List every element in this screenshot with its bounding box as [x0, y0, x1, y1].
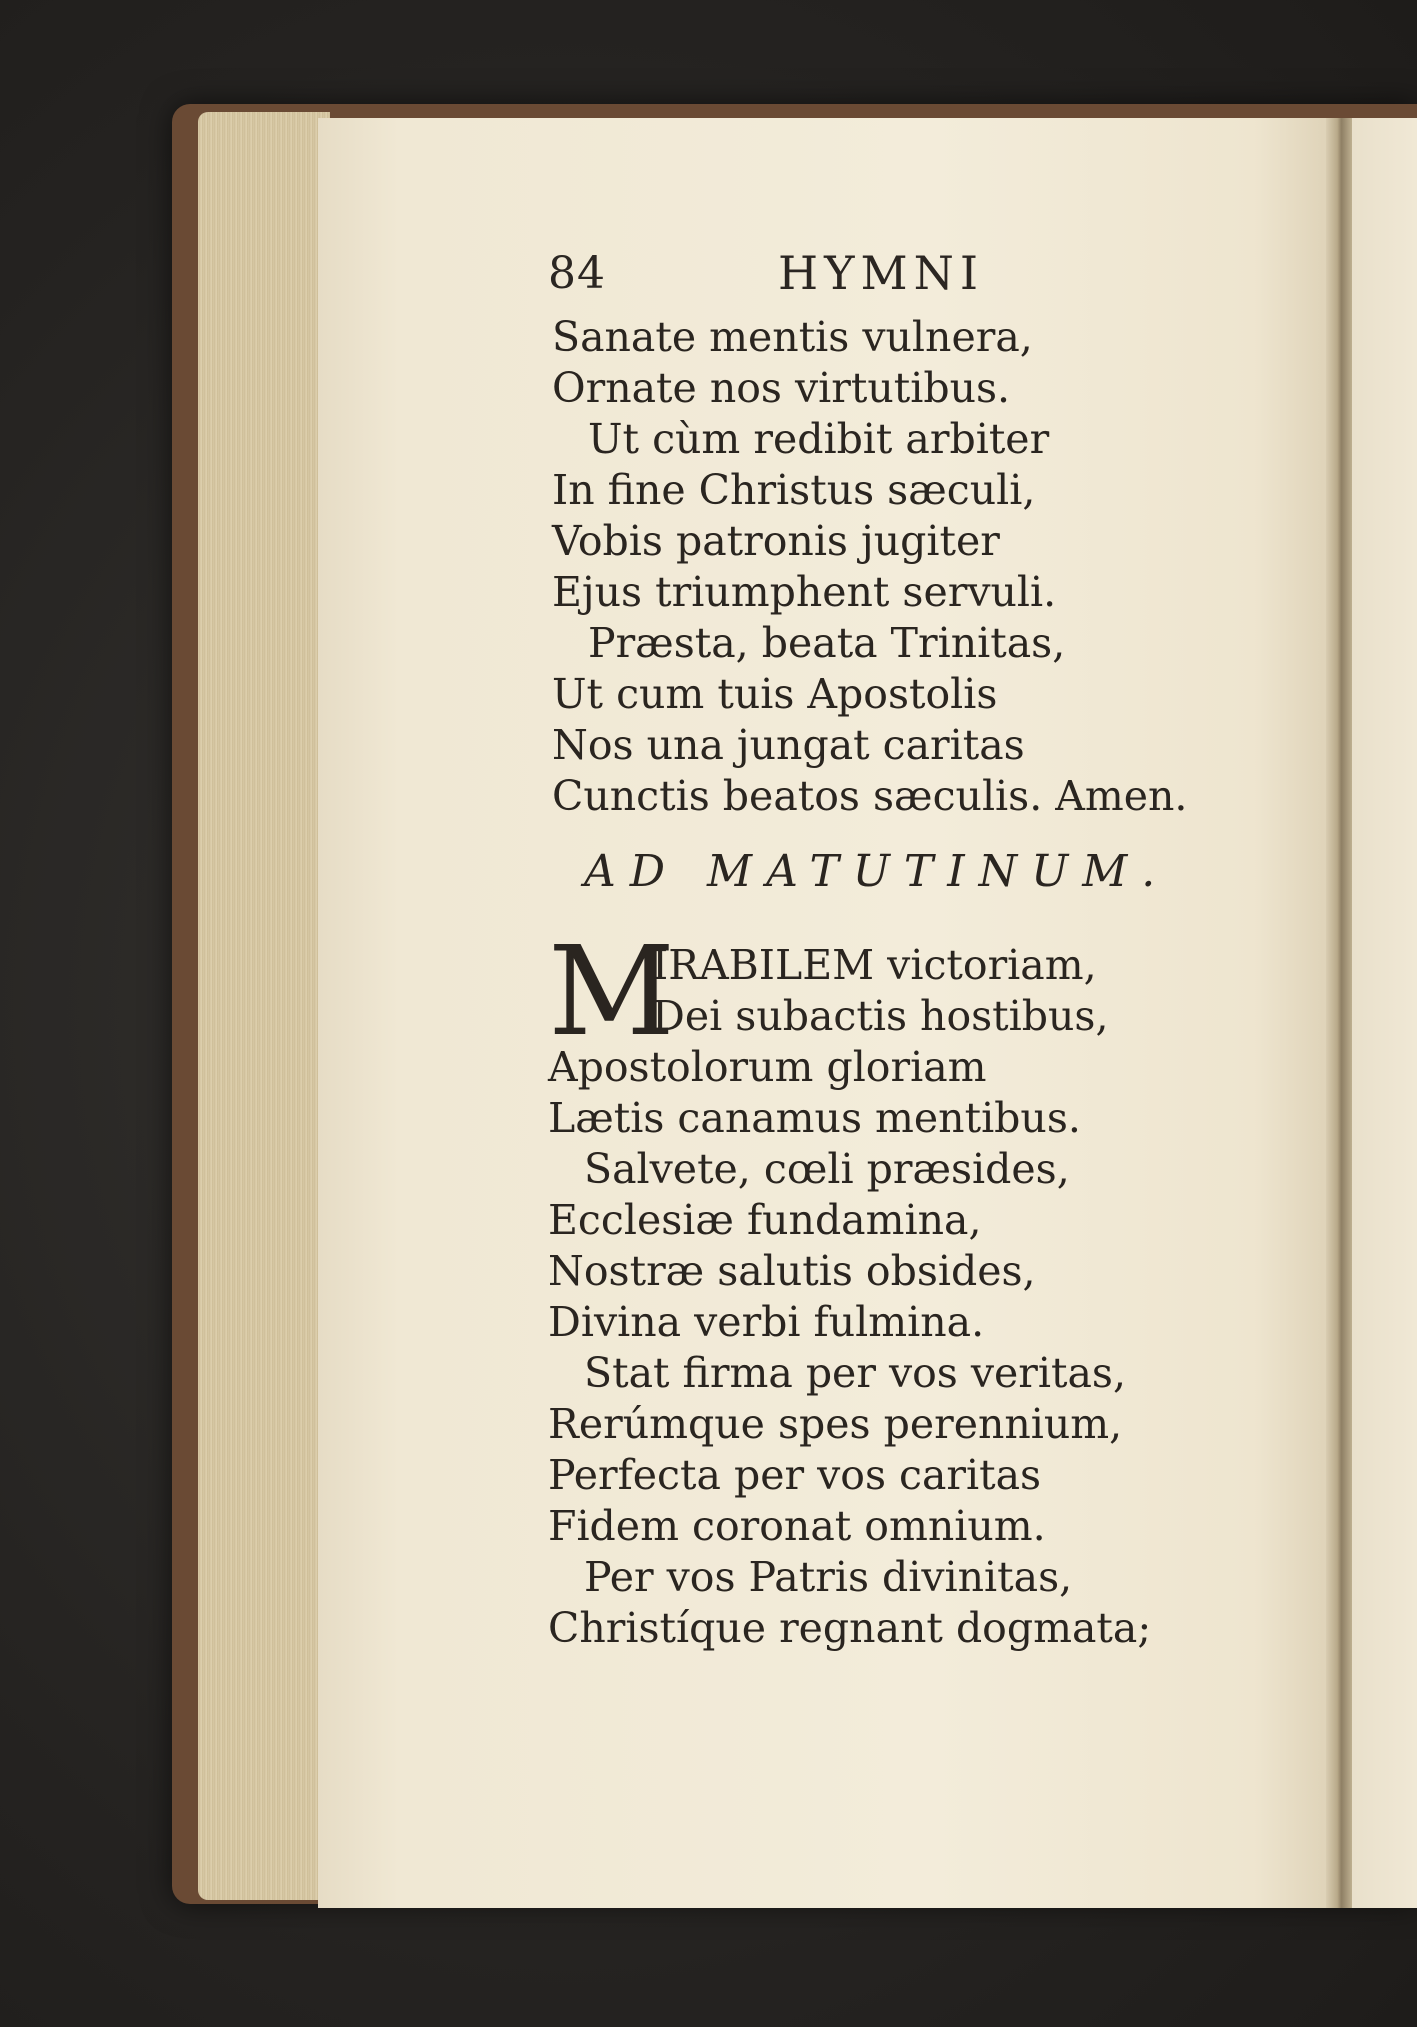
- verse-line: Ecclesiæ fundamina,: [548, 1196, 982, 1244]
- book-gutter: [1326, 118, 1354, 1908]
- verse-line: Nos una jungat caritas: [552, 721, 1025, 769]
- verse-line: In fine Christus sæculi,: [552, 466, 1036, 514]
- verse-line: Christíque regnant dogmata;: [548, 1604, 1152, 1652]
- verse-line: Perfecta per vos caritas: [548, 1451, 1042, 1499]
- section-title: AD MATUTINUM.: [584, 846, 1170, 897]
- verse-line: Præsta, beata Trinitas,: [588, 619, 1066, 667]
- verse-line: Sanate mentis vulnera,: [552, 313, 1033, 361]
- verse-line: Cunctis beatos sæculis. Amen.: [552, 772, 1188, 820]
- page-number: 84: [548, 248, 606, 299]
- verse-line: Fidem coronat omnium.: [548, 1502, 1046, 1550]
- facing-page: [1352, 118, 1417, 1908]
- verse-line: IRABILEM victoriam,: [652, 941, 1097, 989]
- verse-line: Rerúmque spes perennium,: [548, 1400, 1123, 1448]
- verse-line: Ejus triumphent servuli.: [552, 568, 1057, 616]
- verse-line: Nostræ salutis obsides,: [548, 1247, 1036, 1295]
- verse-line: Ut cum tuis Apostolis: [552, 670, 998, 718]
- hymn-text-bottom: [548, 920, 1188, 1654]
- page-header: [548, 248, 1018, 318]
- verse-line: Dei subactis hostibus,: [652, 992, 1109, 1040]
- verse-line: Ut cùm redibit arbiter: [588, 415, 1050, 463]
- verse-line: Apostolorum gloriam: [548, 1043, 987, 1091]
- verse-line: Ornate nos virtutibus.: [552, 364, 1011, 412]
- verse-line: Divina verbi fulmina.: [548, 1298, 985, 1346]
- drop-cap: M: [548, 920, 675, 1064]
- verse-line: Per vos Patris divinitas,: [584, 1553, 1073, 1601]
- hymn-text-top: [552, 312, 1192, 822]
- verse-line: Salvete, cœli præsides,: [584, 1145, 1070, 1193]
- verse-line: Stat firma per vos veritas,: [584, 1349, 1127, 1397]
- verse-line: Vobis patronis jugiter: [552, 517, 1000, 565]
- page-edges: [198, 112, 330, 1900]
- running-title: HYMNI: [778, 246, 985, 300]
- verse-line: Lætis canamus mentibus.: [548, 1094, 1081, 1142]
